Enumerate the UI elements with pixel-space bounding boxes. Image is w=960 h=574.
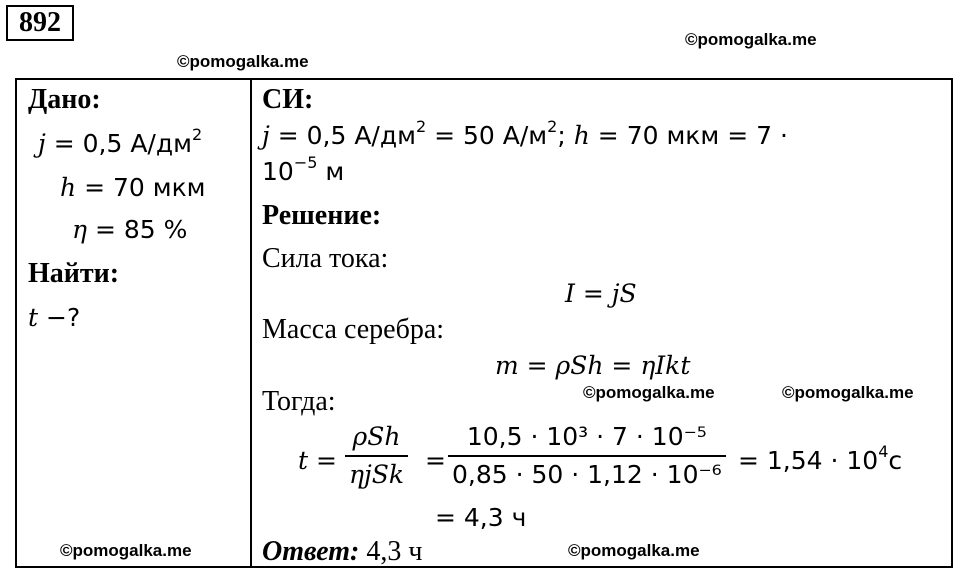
given-h: h = 70 мкм — [60, 173, 206, 202]
column-divider — [250, 78, 252, 568]
answer: Ответ: 4,3 ч — [262, 536, 423, 567]
find-unknown: t −? — [28, 303, 81, 332]
fraction-symbolic: ρSh ηjSk — [345, 422, 408, 490]
mass-formula: m = ρSh = ηIkt — [495, 351, 691, 380]
given-heading: Дано: — [28, 84, 101, 115]
current-label: Сила тока: — [262, 243, 389, 274]
si-line-1: j = 0,5 $А/дм^2 = 50$ $А/м^2$; h = 70 мкм = 7 · — [262, 117, 788, 150]
watermark: ©pomogalka.me — [685, 30, 817, 49]
mass-label: Масса серебра: — [262, 314, 445, 345]
si-line-2: $10^{-5}$ м — [262, 153, 345, 186]
watermark: ©pomogalka.me — [568, 541, 700, 560]
result-seconds: = $1,54 \cdot 10^4с$ — [738, 442, 903, 475]
t-equals: t = — [298, 446, 337, 475]
watermark: ©pomogalka.me — [583, 383, 715, 402]
then-label: Тогда: — [262, 386, 336, 417]
result-hours: = 4,3 ч — [435, 503, 527, 532]
equals-sign: = — [425, 446, 446, 475]
given-j: j = 0,5 $А/дм^2$ — [38, 125, 203, 158]
watermark: ©pomogalka.me — [177, 52, 309, 71]
watermark: ©pomogalka.me — [60, 541, 192, 560]
current-formula: I = jS — [565, 279, 637, 308]
find-heading: Найти: — [28, 258, 120, 289]
solution-heading: Решение: — [262, 200, 382, 231]
problem-number: 892 — [6, 5, 74, 41]
given-eta: η = 85 % — [72, 215, 188, 244]
fraction-numeric: 10,5 · 10³ · 7 · 10⁻⁵ 0,85 · 50 · 1,12 · 10⁻⁶ — [448, 422, 726, 490]
watermark: ©pomogalka.me — [782, 383, 914, 402]
si-heading: СИ: — [262, 84, 314, 115]
